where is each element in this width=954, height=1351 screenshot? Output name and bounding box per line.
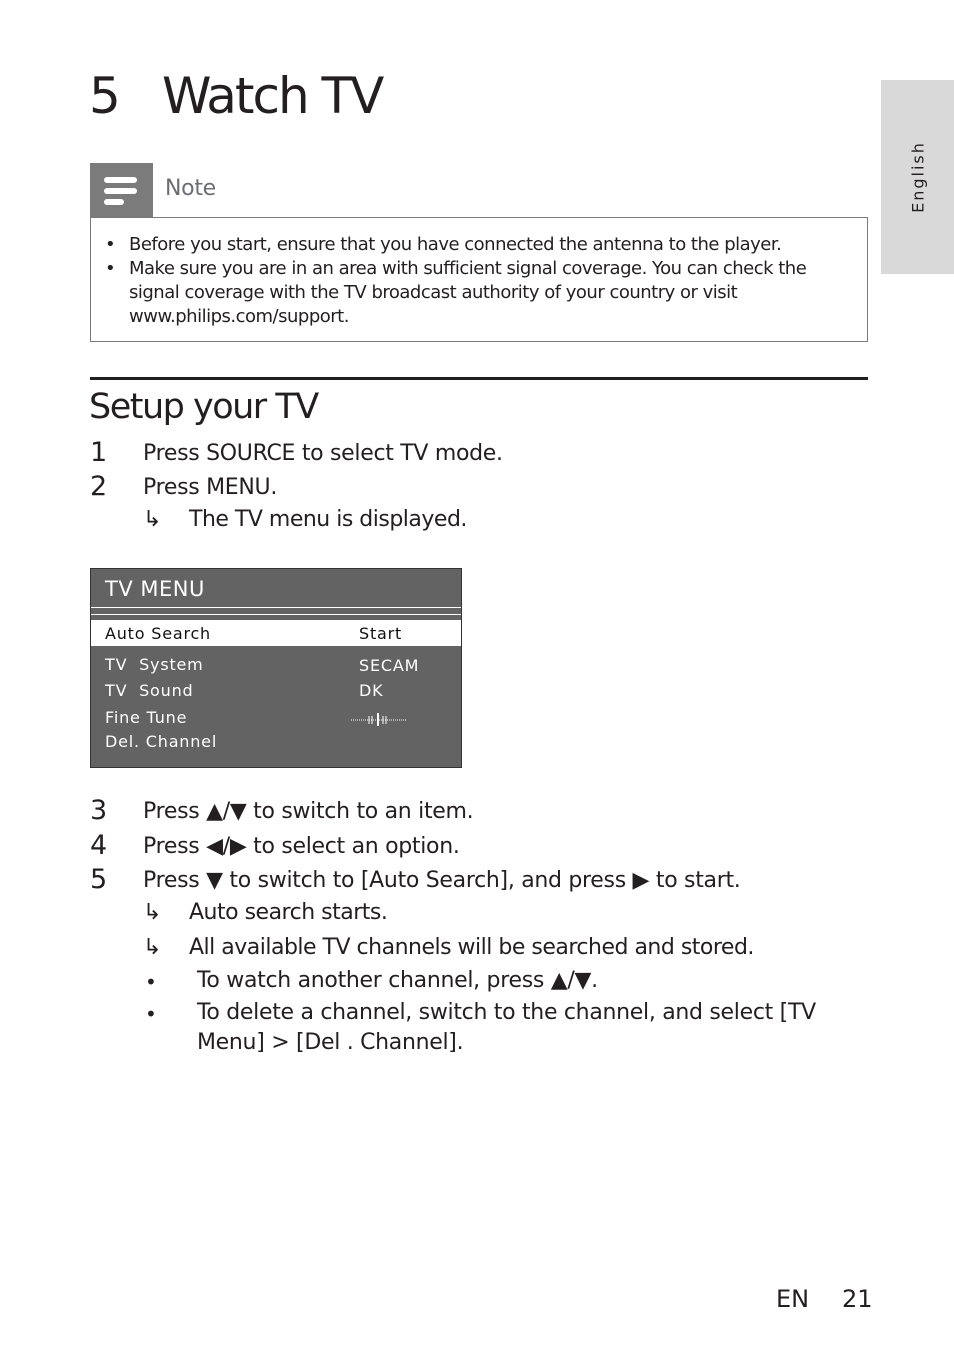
chapter-title: Watch TV <box>162 67 383 125</box>
option-name: [Auto Search] <box>360 868 508 893</box>
step-result: All available TV channels will be searched and stored. <box>189 935 754 960</box>
note-item: • Make sure you are in an area with sufficient signal coverage. You can check the signal coverage with the TV broadcast authority of your country or visit www.philips.com/support. <box>129 257 861 329</box>
bullet-text: To watch another channel, press ▲/▼. <box>197 968 598 993</box>
menu-path: [TV Menu] <box>197 1000 816 1055</box>
bullet-text: To delete a channel, switch to the channel, and select [TV Menu] > [Del . Channel]. <box>197 1000 816 1055</box>
step-number: 5 <box>90 864 108 895</box>
tv-menu-value: SECAM <box>359 656 420 675</box>
step-result: Auto search starts. <box>189 900 388 925</box>
note-icon <box>90 163 153 218</box>
section-title: Setup your TV <box>89 387 318 427</box>
tv-menu-title: TV MENU <box>105 577 205 601</box>
note-box <box>90 217 868 342</box>
tv-menu-screenshot <box>90 568 462 768</box>
step-result: The TV menu is displayed. <box>189 507 467 532</box>
language-tab <box>881 80 954 274</box>
tv-menu-item: Fine Tune <box>105 708 188 727</box>
result-arrow-icon: ↳ <box>143 507 162 532</box>
language-tab-label: English <box>908 141 927 213</box>
divider <box>91 607 461 608</box>
footer-language: EN <box>776 1285 810 1313</box>
step-number: 1 <box>90 437 108 468</box>
step-text: Press SOURCE to select TV mode. <box>143 441 503 466</box>
step-number: 2 <box>90 471 108 502</box>
bullet-dot: • <box>145 970 157 994</box>
tv-menu-item: Auto Search <box>105 624 212 643</box>
result-arrow-icon: ↳ <box>143 900 162 925</box>
note-item: • Before you start, ensure that you have connected the antenna to the player. <box>129 233 861 257</box>
section-rule <box>90 377 868 380</box>
chapter-number: 5 <box>89 67 120 125</box>
tv-menu-value: DK <box>359 681 384 700</box>
tv-menu-item: TV System <box>105 655 204 674</box>
note-label: Note <box>165 176 216 201</box>
bullet-dot: • <box>145 1002 157 1026</box>
step-text: Press ◀/▶ to select an option. <box>143 834 460 859</box>
page-number: 21 <box>842 1285 873 1313</box>
divider <box>91 614 461 615</box>
step-text: Press ▼ to switch to [Auto Search], and press ▶ to start. <box>143 868 741 893</box>
fine-tune-slider-icon <box>351 712 407 726</box>
tv-menu-item: Del. Channel <box>105 732 218 751</box>
step-text: Press ▲/▼ to switch to an item. <box>143 799 474 824</box>
key-name: SOURCE <box>206 441 296 466</box>
tv-menu-item: TV Sound <box>105 681 194 700</box>
key-name: MENU <box>206 475 271 500</box>
tv-menu-value: Start <box>359 624 403 643</box>
menu-path: [Del . Channel] <box>296 1030 457 1055</box>
step-number: 4 <box>90 830 108 861</box>
result-arrow-icon: ↳ <box>143 935 162 960</box>
step-text: Press MENU. <box>143 475 278 500</box>
step-number: 3 <box>90 795 108 826</box>
